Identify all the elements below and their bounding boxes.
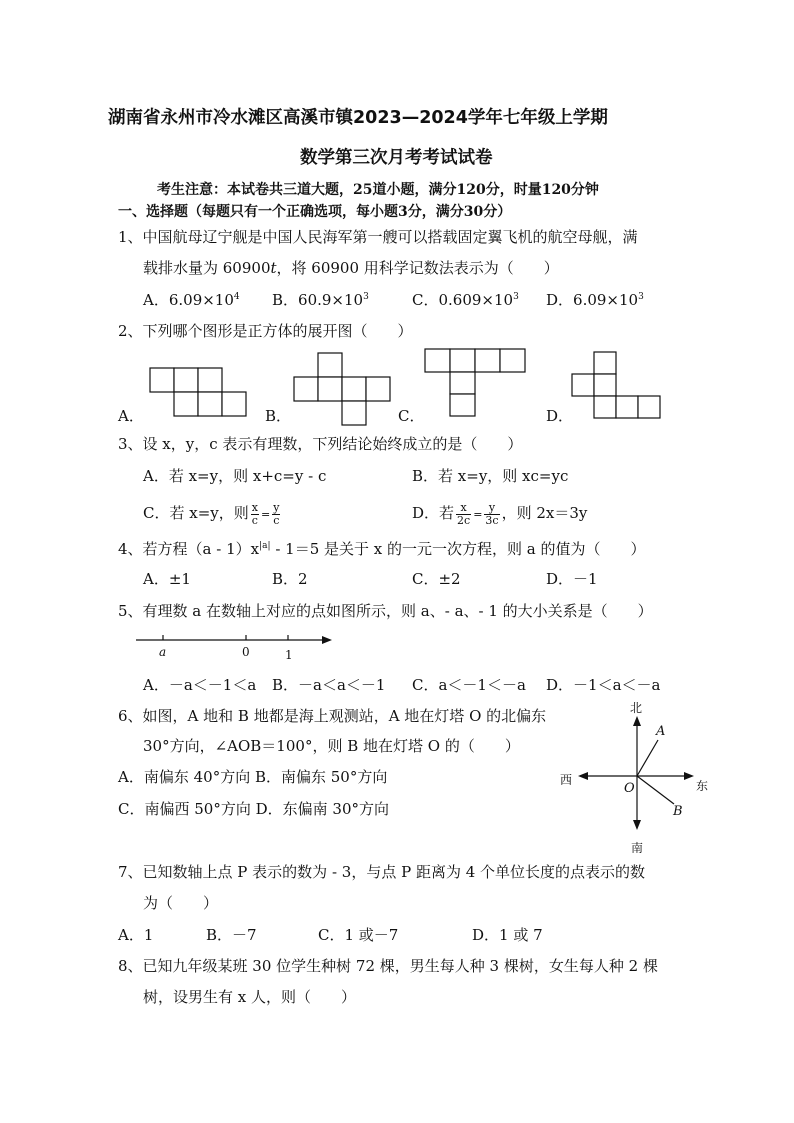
q7-option-b: B．－7 [206, 926, 257, 944]
q8-stem-line2: 树，设男生有 x 人，则（ ） [143, 988, 356, 1006]
q4-option-d: D．－1 [546, 570, 598, 588]
q5-option-b: B．－a＜a＜－1 [272, 676, 386, 694]
q3-option-a: A．若 x=y，则 x+c=y - c [143, 467, 327, 485]
exam-notice: 考生注意：本试卷共三道大题，25道小题，满分120分，时量120分钟 [157, 182, 599, 198]
q7-option-d: D．1 或 7 [472, 926, 543, 944]
q1-option-d: D．$6.09\times 10^3$ [546, 291, 644, 309]
compass-point-a-label: A [656, 724, 666, 739]
q2-stem: 2、下列哪个图形是正方体的展开图（ ） [118, 322, 413, 340]
exam-title-line1: 湖南省永州市冷水滩区高溪市镇2023—2024学年七年级上学期 [108, 108, 608, 128]
q5-option-a: A．－a＜－1＜a [143, 676, 257, 694]
q2-net-c [425, 349, 525, 416]
q3-option-c: C．若 x=y，则 $\frac{x}{c}$ = $\frac{y}{c}$ [143, 500, 280, 527]
q7-stem-line2: 为（ ） [143, 894, 219, 912]
q7-option-c: C．1 或－7 [318, 926, 399, 944]
compass-center-label: O [624, 781, 635, 796]
q2-net-a [150, 368, 246, 416]
section-heading: 一、选择题（每题只有一个正确选项，每小题3分，满分30分） [118, 204, 512, 220]
q4-option-b: B．2 [272, 570, 308, 588]
q1-option-c: C．$0.609\times 10^3$ [412, 291, 519, 309]
q3-option-d: D．若 $\frac{x}{2c}$ = $\frac{y}{3c}$ ，则 2x＝3y [412, 500, 588, 527]
q1-option-a: A．$6.09\times 10^4$ [143, 291, 240, 309]
q4-option-a: A．±1 [143, 570, 191, 588]
q4-stem: 4、若方程$(a - 1)x^{|a|} - 1=5$ 是关于 x 的一元一次方程，则 a 的值为（ ） [118, 540, 646, 558]
q5-stem: 5、有理数 a 在数轴上对应的点如图所示，则 a、- a、- 1 的大小关系是（ ） [118, 602, 653, 620]
q2-option-b-label: B． [265, 407, 292, 425]
compass-south-label: 南 [631, 841, 644, 855]
q2-option-a-label: A． [118, 407, 144, 425]
q1-stem-line2: 载排水量为 60900t，将 60900 用科学记数法表示为（ ） [143, 259, 559, 277]
q5-axis-label-0: 0 [242, 645, 250, 659]
q1-stem-line1: 1、中国航母辽宁舰是中国人民海军第一艘可以搭载固定翼飞机的航空母舰，满 [118, 228, 638, 246]
q6-stem-line1: 6、如图，A 地和 B 地都是海上观测站，A 地在灯塔 O 的北偏东 [118, 707, 547, 725]
q3-stem: 3、设 x，y，c 表示有理数，下列结论始终成立的是（ ） [118, 435, 523, 453]
q5-option-d: D．－1＜a＜－a [546, 676, 661, 694]
q6-options-ab: A．南偏东 40°方向 B．南偏东 50°方向 [118, 768, 388, 786]
q6-stem-line2: 30°方向，∠AOB＝100°，则 B 地在灯塔 O 的（ ） [143, 737, 520, 755]
compass-north-label: 北 [630, 701, 643, 715]
q3-option-b: B．若 x=y，则 xc=yc [412, 467, 569, 485]
q5-axis-label-a: a [159, 645, 167, 659]
q6-options-cd: C．南偏西 50°方向 D．东偏南 30°方向 [118, 800, 389, 818]
exam-title-line2: 数学第三次月考考试试卷 [300, 148, 493, 168]
q2-option-c-label: C． [398, 407, 425, 425]
q8-stem-line1: 8、已知九年级某班 30 位学生种树 72 棵，男生每人种 3 棵树，女生每人种 2 棵 [118, 957, 658, 975]
q6-compass-diagram [578, 700, 718, 850]
q5-option-c: C．a＜－1＜－a [412, 676, 526, 694]
q1-option-b: B．$60.9\times 10^3$ [272, 291, 369, 309]
q5-axis-label-1: 1 [285, 648, 293, 662]
q2-net-d [572, 352, 660, 418]
compass-point-b-label: B [673, 804, 683, 819]
q4-option-c: C．±2 [412, 570, 461, 588]
q7-option-a: A．1 [118, 926, 154, 944]
compass-east-label: 东 [696, 779, 709, 793]
compass-west-label: 西 [560, 773, 573, 787]
q2-net-b [294, 353, 390, 425]
q2-option-d-label: D． [546, 407, 574, 425]
q7-stem-line1: 7、已知数轴上点 P 表示的数为 - 3，与点 P 距离为 4 个单位长度的点表示的数 [118, 863, 646, 881]
